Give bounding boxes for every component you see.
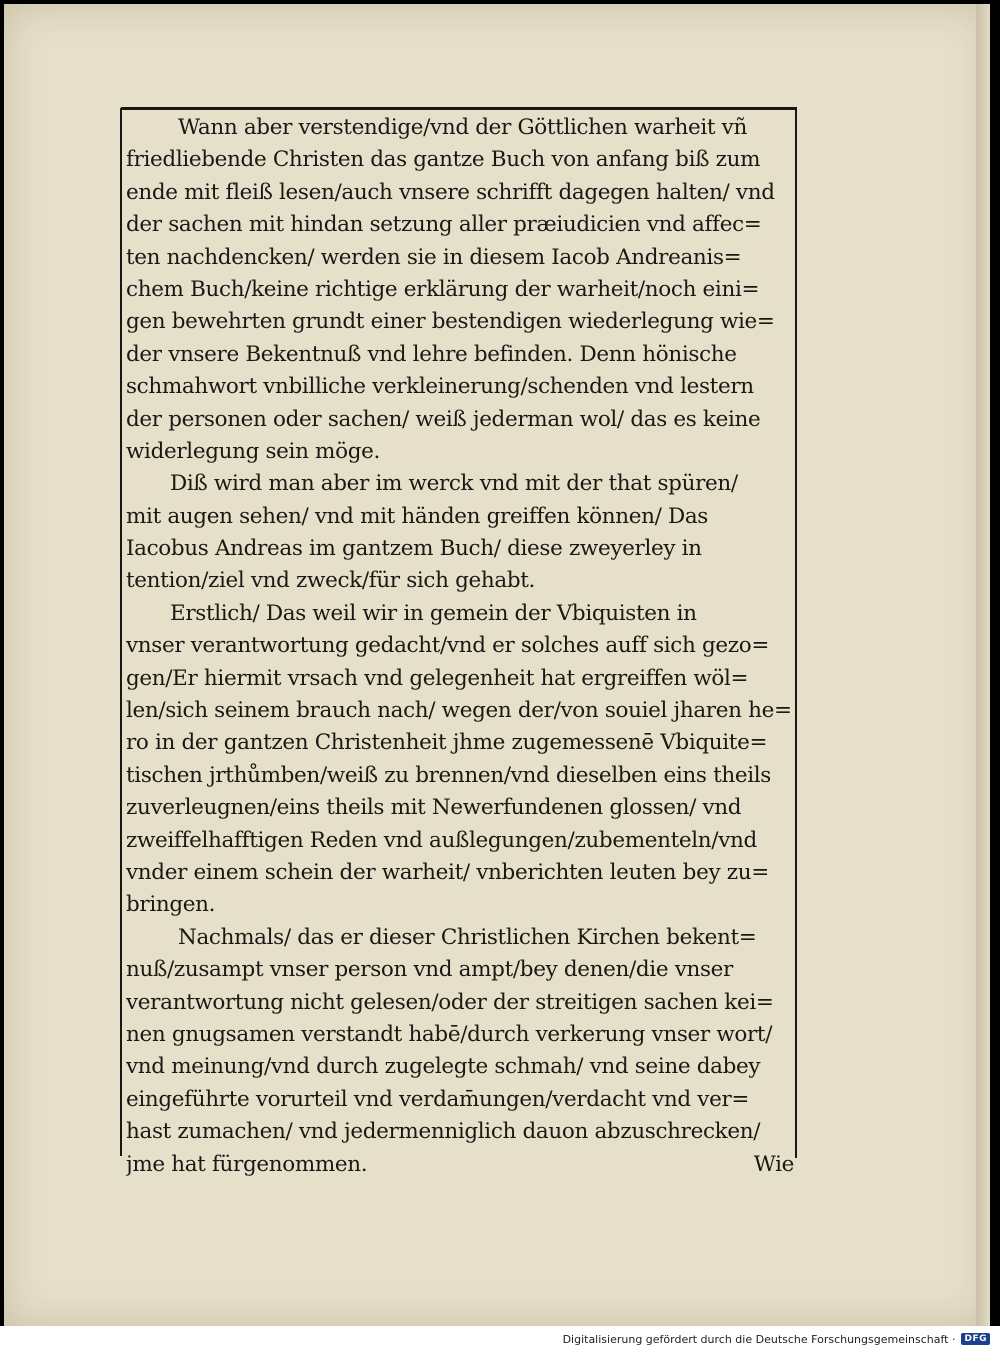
digitization-footer xyxy=(0,1326,1000,1352)
text-line: tention/ziel vnd zweck/für sich gehabt. xyxy=(126,568,536,594)
text-line: bringen. xyxy=(126,892,216,918)
text-line: vnser verantwortung gedacht/vnd er solches auff sich gezo= xyxy=(126,633,769,659)
text-line: tischen jrthůmben/weiß zu brennen/vnd dieselben eins theils xyxy=(126,762,771,788)
funding-credit: Digitalisierung gefördert durch die Deutsche Forschungsgemeinschaft · xyxy=(562,1332,956,1346)
text-line: eingeführte vorurteil vnd verdam̄ungen/verdacht vnd ver= xyxy=(126,1086,750,1112)
text-line: jme hat fürgenommen. xyxy=(126,1151,368,1177)
body-text xyxy=(126,112,794,1181)
text-line: Erstlich/ Das weil wir in gemein der Vbiquisten in xyxy=(170,600,697,626)
dfg-logo: DFG xyxy=(961,1333,990,1345)
text-line: ten nachdencken/ werden sie in diesem Iacob Andreanis= xyxy=(126,244,742,270)
text-line: Wann aber verstendige/vnd der Göttlichen warheit vñ xyxy=(178,115,747,140)
text-line: verantwortung nicht gelesen/oder der streitigen sachen kei= xyxy=(126,989,774,1015)
text-line: Diß wird man aber im werck vnd mit der that spüren/ xyxy=(170,471,738,497)
text-line: friedliebende Christen das gantze Buch von anfang biß zum xyxy=(126,147,761,173)
text-line: vnder einem schein der warheit/ vnberichten leuten bey zu= xyxy=(126,859,769,885)
text-line: zweiffelhafftigen Reden vnd außlegungen/zubementeln/vnd xyxy=(126,827,757,853)
text-line: nuß/zusampt vnser person vnd ampt/bey denen/die vnser xyxy=(126,957,733,983)
page-edge xyxy=(976,4,990,1326)
text-line: der sachen mit hindan setzung aller præiudicien vnd affec= xyxy=(126,212,762,238)
frame-rule-right xyxy=(795,108,797,1158)
text-line: gen/Er hiermit vrsach vnd gelegenheit hat ergreiffen wöl= xyxy=(126,665,749,691)
text-line: widerlegung sein möge. xyxy=(126,438,380,464)
text-line: nen gnugsamen verstandt habē/durch verkerung vnser wort/ xyxy=(126,1021,773,1047)
text-line: der personen oder sachen/ weiß jederman wol/ das es keine xyxy=(126,406,761,432)
text-line: Iacobus Andreas im gantzem Buch/ diese zweyerley in xyxy=(126,536,702,562)
text-line: der vnsere Bekentnuß vnd lehre befinden. Denn hönische xyxy=(126,341,737,367)
text-line: Nachmals/ das er dieser Christlichen Kirchen bekent= xyxy=(178,924,757,950)
text-line: ende mit fleiß lesen/auch vnsere schrifft dagegen halten/ vnd xyxy=(126,179,775,205)
last-line-row xyxy=(126,1149,794,1181)
frame-rule-top xyxy=(121,107,797,110)
text-line: zuverleugnen/eins theils mit Newerfundenen glossen/ vnd xyxy=(126,795,742,821)
text-line: len/sich seinem brauch nach/ wegen der/von souiel jharen he= xyxy=(126,698,792,724)
frame-rule-left xyxy=(120,108,122,1156)
text-line: chem Buch/keine richtige erklärung der warheit/noch eini= xyxy=(126,276,760,302)
scanned-page xyxy=(4,4,990,1326)
text-line: gen bewehrten grundt einer bestendigen wiederlegung wie= xyxy=(126,309,775,335)
text-line: schmahwort vnbilliche verkleinerung/schenden vnd lestern xyxy=(126,374,754,400)
text-line: mit augen sehen/ vnd mit händen greiffen können/ Das xyxy=(126,503,708,529)
text-line: ro in der gantzen Christenheit jhme zugemessenē Vbiquite= xyxy=(126,730,768,756)
text-line: vnd meinung/vnd durch zugelegte schmah/ vnd seine dabey xyxy=(126,1054,761,1080)
catchword: Wie xyxy=(753,1151,794,1177)
text-line: hast zumachen/ vnd jedermenniglich dauon abzuschrecken/ xyxy=(126,1119,761,1145)
